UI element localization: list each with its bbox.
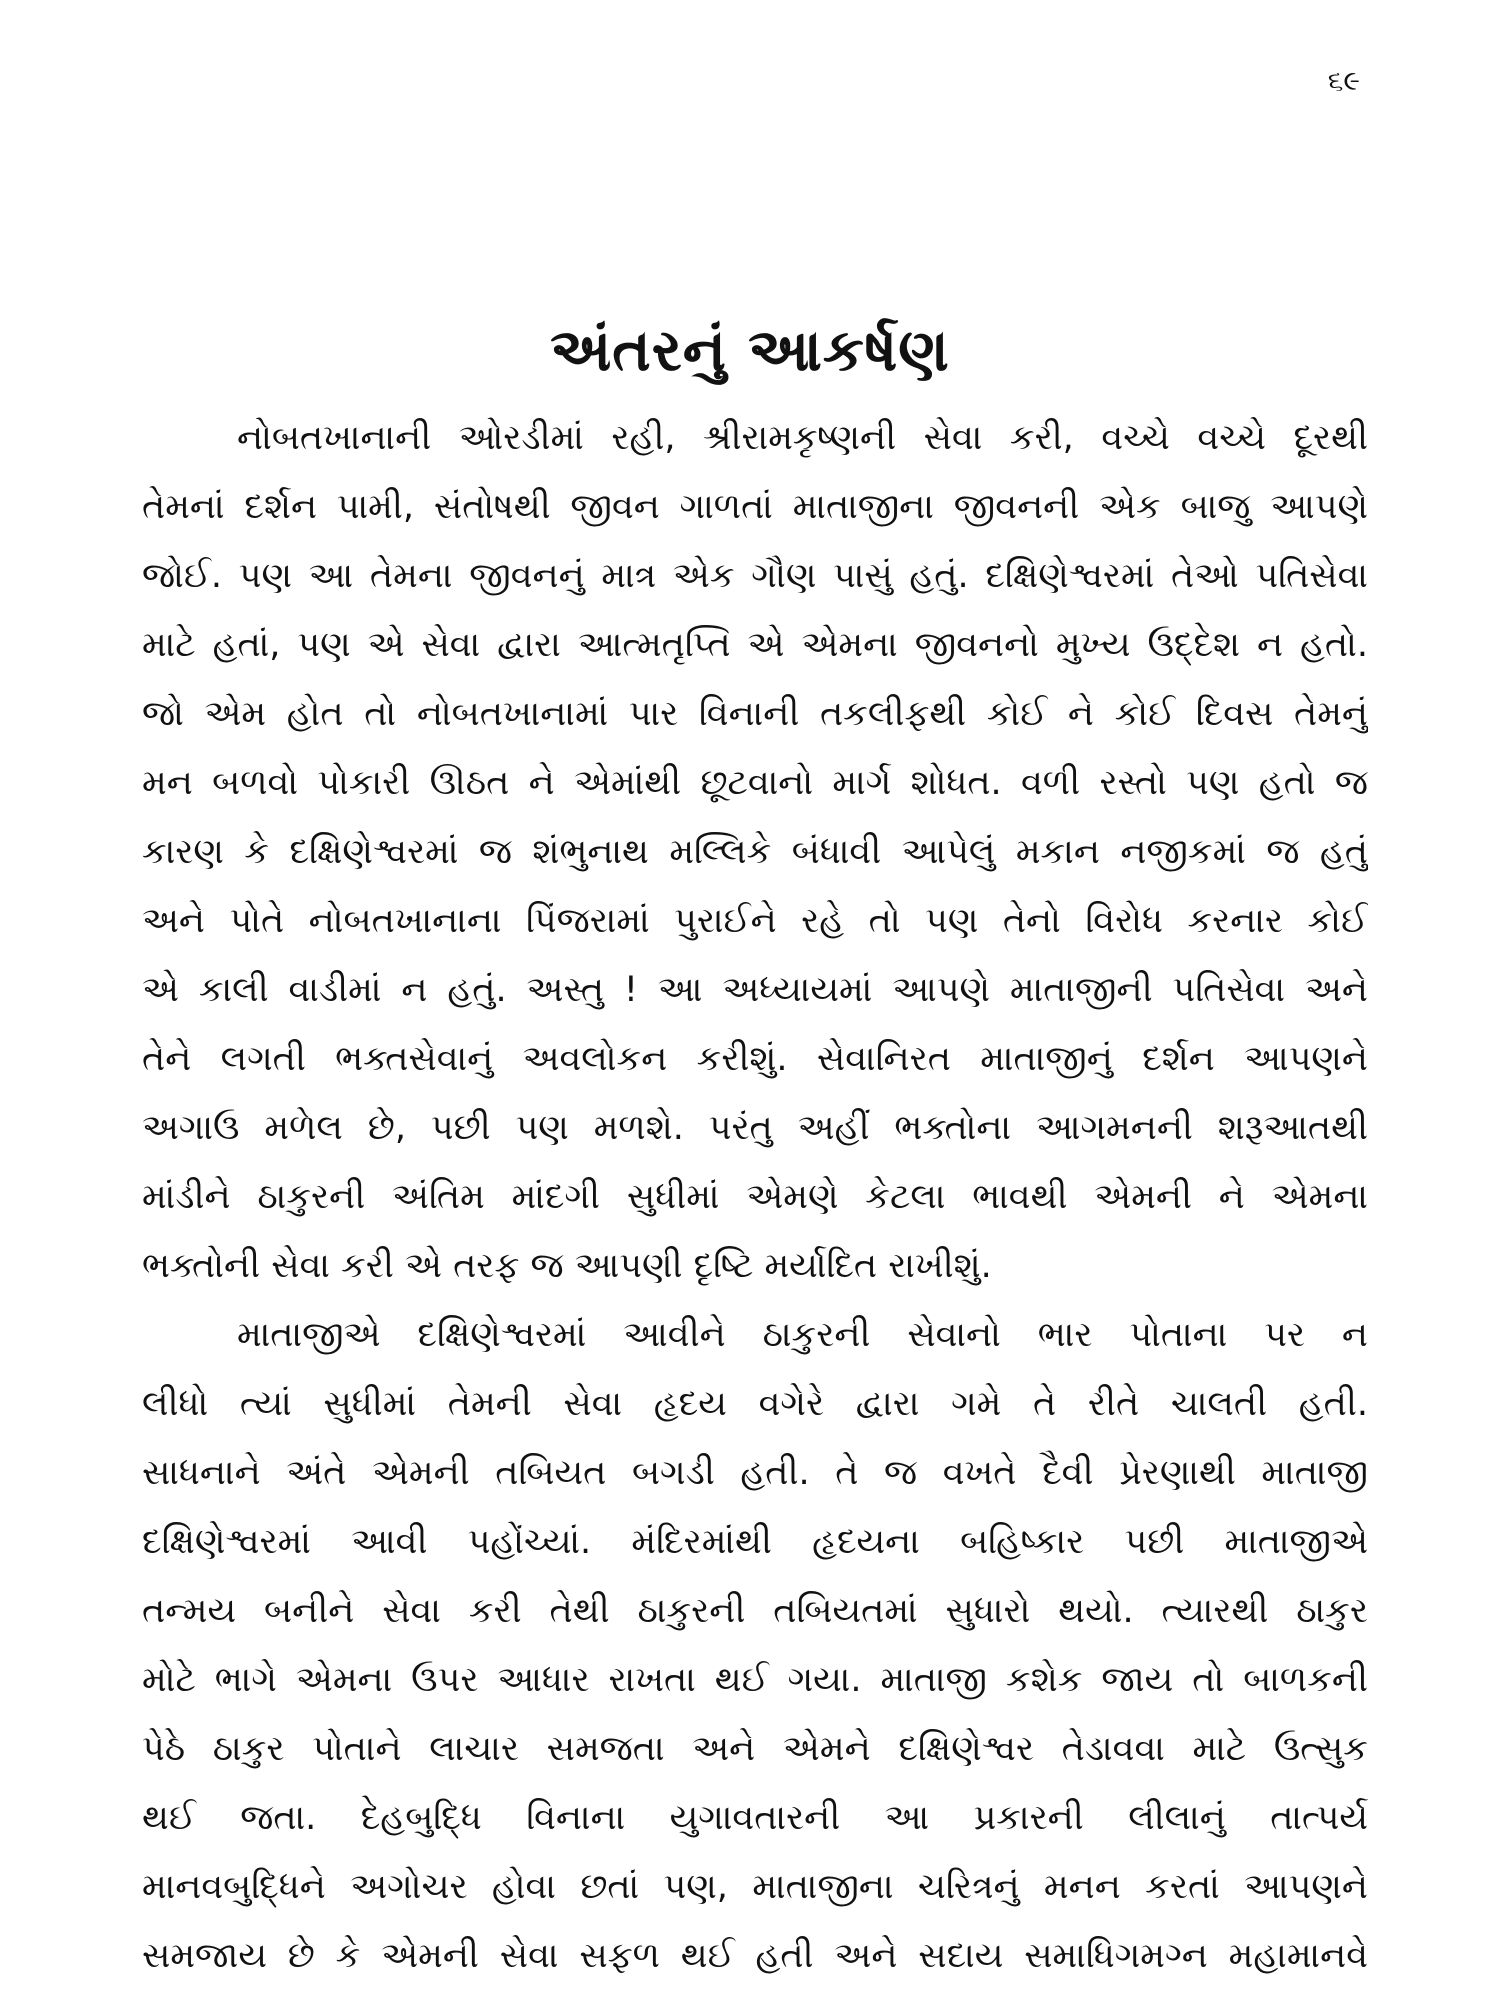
page-number: ૬૯ xyxy=(1327,64,1360,97)
text-line: માટે હતાં, પણ એ સેવા દ્વારા આત્મતૃપ્તિ એ એમના જીવનનો મુખ્ય ઉદ્દેશ ન હતો. xyxy=(142,625,1368,665)
text-line: ભક્તોની સેવા કરી એ તરફ જ આપણી દૃષ્ટિ મર્યાદિત રાખીશું. xyxy=(142,1246,992,1286)
text-line: નોબતખાનાની ઓરડીમાં રહી, શ્રીરામકૃષ્ણની સેવા કરી, વચ્ચે વચ્ચે દૂરથી xyxy=(237,418,1368,458)
text-line: થઈ જતા. દેહબુદ્ધિ વિનાના યુગાવતારની આ પ્રકારની લીલાનું તાત્પર્ય xyxy=(142,1798,1368,1838)
text-line: મન બળવો પોકારી ઊઠત ને એમાંથી છૂટવાનો માર્ગ શોધત. વળી રસ્તો પણ હતો જ xyxy=(142,763,1368,803)
text-line: જોઈ. પણ આ તેમના જીવનનું માત્ર એક ગૌણ પાસું હતું. દક્ષિણેશ્વરમાં તેઓ પતિસેવા xyxy=(142,556,1368,596)
text-line: કારણ કે દક્ષિણેશ્વરમાં જ શંભુનાથ મલ્લિકે બંધાવી આપેલું મકાન નજીકમાં જ હતું xyxy=(142,832,1368,872)
text-line: લીધો ત્યાં સુધીમાં તેમની સેવા હૃદય વગેરે દ્વારા ગમે તે રીતે ચાલતી હતી. xyxy=(142,1384,1368,1424)
text-line: માનવબુદ્ધિને અગોચર હોવા છતાં પણ, માતાજીના ચરિત્રનું મનન કરતાં આપણને xyxy=(142,1867,1368,1907)
body-text xyxy=(142,404,1368,1991)
text-line: મોટે ભાગે એમના ઉપર આધાર રાખતા થઈ ગયા. માતાજી કશેક જાય તો બાળકની xyxy=(142,1660,1368,1700)
text-line: માંડીને ઠાકુરની અંતિમ માંદગી સુધીમાં એમણે કેટલા ભાવથી એમની ને એમના xyxy=(142,1177,1368,1217)
text-line: પેઠે ઠાકુર પોતાને લાચાર સમજતા અને એમને દક્ષિણેશ્વર તેડાવવા માટે ઉત્સુક xyxy=(142,1729,1368,1769)
text-line: તન્મય બનીને સેવા કરી તેથી ઠાકુરની તબિયતમાં સુધારો થયો. ત્યારથી ઠાકુર xyxy=(142,1591,1368,1631)
text-line: એ કાલી વાડીમાં ન હતું. અસ્તુ ! આ અધ્યાયમાં આપણે માતાજીની પતિસેવા અને xyxy=(142,970,1368,1010)
text-line: માતાજીએ દક્ષિણેશ્વરમાં આવીને ઠાકુરની સેવાનો ભાર પોતાના પર ન xyxy=(237,1315,1368,1355)
text-line: તેમનાં દર્શન પામી, સંતોષથી જીવન ગાળતાં માતાજીના જીવનની એક બાજુ આપણે xyxy=(142,487,1368,527)
text-line: અગાઉ મળેલ છે, પછી પણ મળશે. પરંતુ અહીં ભક્તોના આગમનની શરૂઆતથી xyxy=(142,1108,1368,1148)
text-line: જો એમ હોત તો નોબતખાનામાં પાર વિનાની તકલીફથી કોઈ ને કોઈ દિવસ તેમનું xyxy=(142,694,1368,734)
text-line: સાધનાને અંતે એમની તબિયત બગડી હતી. તે જ વખતે દૈવી પ્રેરણાથી માતાજી xyxy=(142,1453,1368,1493)
text-line: સમજાય છે કે એમની સેવા સફળ થઈ હતી અને સદાય સમાધિગમગ્ન મહામાનવે xyxy=(142,1936,1368,1976)
text-line: તેને લગતી ભક્તસેવાનું અવલોકન કરીશું. સેવાનિરત માતાજીનું દર્શન આપણને xyxy=(142,1039,1368,1079)
chapter-title: અંતરનું આકર્ષણ xyxy=(550,316,950,384)
text-line: દક્ષિણેશ્વરમાં આવી પહોંચ્યાં. મંદિરમાંથી હૃદયના બહિષ્કાર પછી માતાજીએ xyxy=(142,1522,1368,1562)
text-line: અને પોતે નોબતખાનાના પિંજરામાં પુરાઈને રહે તો પણ તેનો વિરોધ કરનાર કોઈ xyxy=(142,901,1368,941)
